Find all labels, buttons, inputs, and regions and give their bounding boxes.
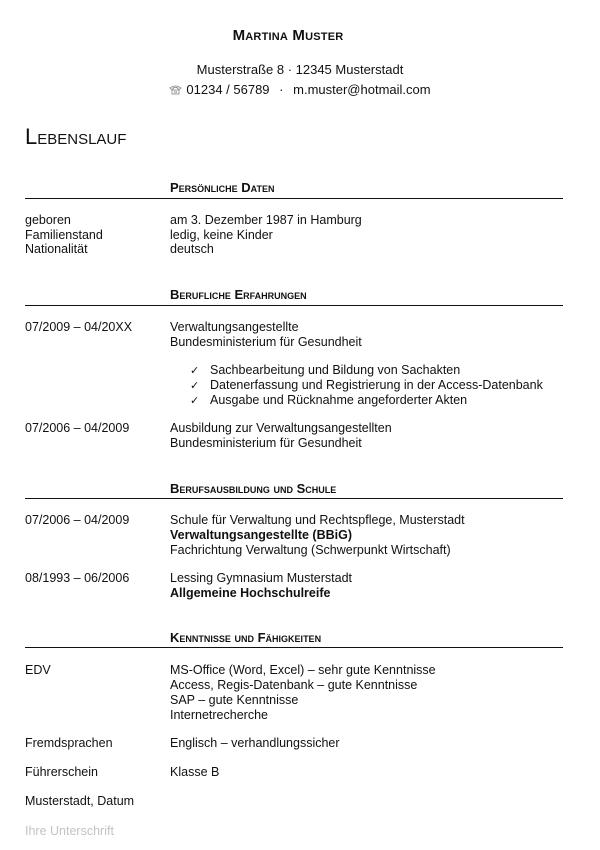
education-details bbox=[170, 571, 570, 601]
experience-period: 07/2006 – 04/2009 bbox=[25, 421, 130, 435]
skill-line: Access, Regis-Datenbank – gute Kenntnisse bbox=[170, 678, 418, 692]
education-institution: Schule für Verwaltung und Rechtspflege, Musterstadt bbox=[170, 513, 465, 527]
signature-placeholder: Ihre Unterschrift bbox=[25, 824, 114, 838]
checkmark-icon: ✓ bbox=[190, 380, 200, 392]
address-line bbox=[0, 62, 600, 77]
experience-position: Ausbildung zur Verwaltungsangestellten bbox=[170, 421, 392, 435]
skills-value: Klasse B bbox=[170, 765, 220, 779]
section-divider bbox=[25, 305, 563, 306]
personal-value: deutsch bbox=[170, 242, 214, 256]
checklist-text: Sachbearbeitung und Bildung von Sachakten bbox=[210, 363, 461, 377]
skills-label: EDV bbox=[25, 663, 51, 677]
address: Musterstraße 8 · 12345 Musterstadt bbox=[196, 62, 404, 77]
contact-separator: · bbox=[279, 82, 284, 97]
experience-position: Verwaltungsangestellte bbox=[170, 320, 299, 334]
skills-label: Führerschein bbox=[25, 765, 98, 779]
education-period: 08/1993 – 06/2006 bbox=[25, 571, 130, 585]
experience-details bbox=[170, 421, 570, 451]
task-checklist bbox=[190, 363, 570, 408]
checklist-text: Ausgabe und Rücknahme angeforderter Akten bbox=[210, 393, 468, 407]
personal-value: ledig, keine Kinder bbox=[170, 228, 273, 242]
contact-line bbox=[0, 82, 600, 97]
section-heading-personal: Persönliche Daten bbox=[170, 180, 275, 195]
education-institution: Lessing Gymnasium Musterstadt bbox=[170, 571, 353, 585]
section-heading-skills: Kenntnisse und Fähigkeiten bbox=[170, 630, 322, 645]
personal-label: Familienstand bbox=[25, 228, 103, 242]
applicant-name: Martina Muster bbox=[232, 27, 344, 44]
skill-line: Internetrecherche bbox=[170, 708, 268, 722]
experience-employer: Bundesministerium für Gesundheit bbox=[170, 335, 362, 349]
section-heading-education: Berufsausbildung und Schule bbox=[170, 481, 337, 496]
checkmark-icon: ✓ bbox=[190, 365, 200, 377]
experience-details bbox=[170, 320, 570, 350]
personal-label: Nationalität bbox=[25, 242, 88, 256]
phone-icon bbox=[169, 83, 182, 93]
checklist-item bbox=[190, 378, 570, 393]
email-address: m.muster@hotmail.com bbox=[293, 82, 431, 97]
education-period: 07/2006 – 04/2009 bbox=[25, 513, 130, 527]
place-and-date: Musterstadt, Datum bbox=[25, 794, 135, 808]
phone-number: 01234 / 56789 bbox=[186, 82, 270, 97]
education-qualification: Verwaltungsangestellte (BBiG) bbox=[170, 528, 352, 542]
education-details bbox=[170, 513, 570, 558]
education-qualification: Allgemeine Hochschulreife bbox=[170, 586, 331, 600]
checklist-item bbox=[190, 393, 570, 408]
experience-period: 07/2009 – 04/20XX bbox=[25, 320, 133, 334]
section-divider bbox=[25, 498, 563, 499]
section-heading-experience: Berufliche Erfahrungen bbox=[170, 287, 307, 302]
experience-employer: Bundesministerium für Gesundheit bbox=[170, 436, 362, 450]
document-title: Lebenslauf bbox=[25, 124, 127, 149]
checklist-text: Datenerfassung und Registrierung in der Access-Datenbank bbox=[210, 378, 543, 392]
checkmark-icon: ✓ bbox=[190, 395, 200, 407]
education-specialization: Fachrichtung Verwaltung (Schwerpunkt Wirtschaft) bbox=[170, 543, 451, 557]
skills-value: Englisch – verhandlungssicher bbox=[170, 736, 340, 750]
skill-line: SAP – gute Kenntnisse bbox=[170, 693, 299, 707]
skill-line: MS-Office (Word, Excel) – sehr gute Kenntnisse bbox=[170, 663, 436, 677]
section-divider bbox=[25, 647, 563, 648]
checklist-item bbox=[190, 363, 570, 378]
skills-values bbox=[170, 663, 570, 723]
skills-label: Fremdsprachen bbox=[25, 736, 113, 750]
section-divider bbox=[25, 198, 563, 199]
personal-label: geboren bbox=[25, 213, 71, 227]
personal-value: am 3. Dezember 1987 in Hamburg bbox=[170, 213, 362, 227]
